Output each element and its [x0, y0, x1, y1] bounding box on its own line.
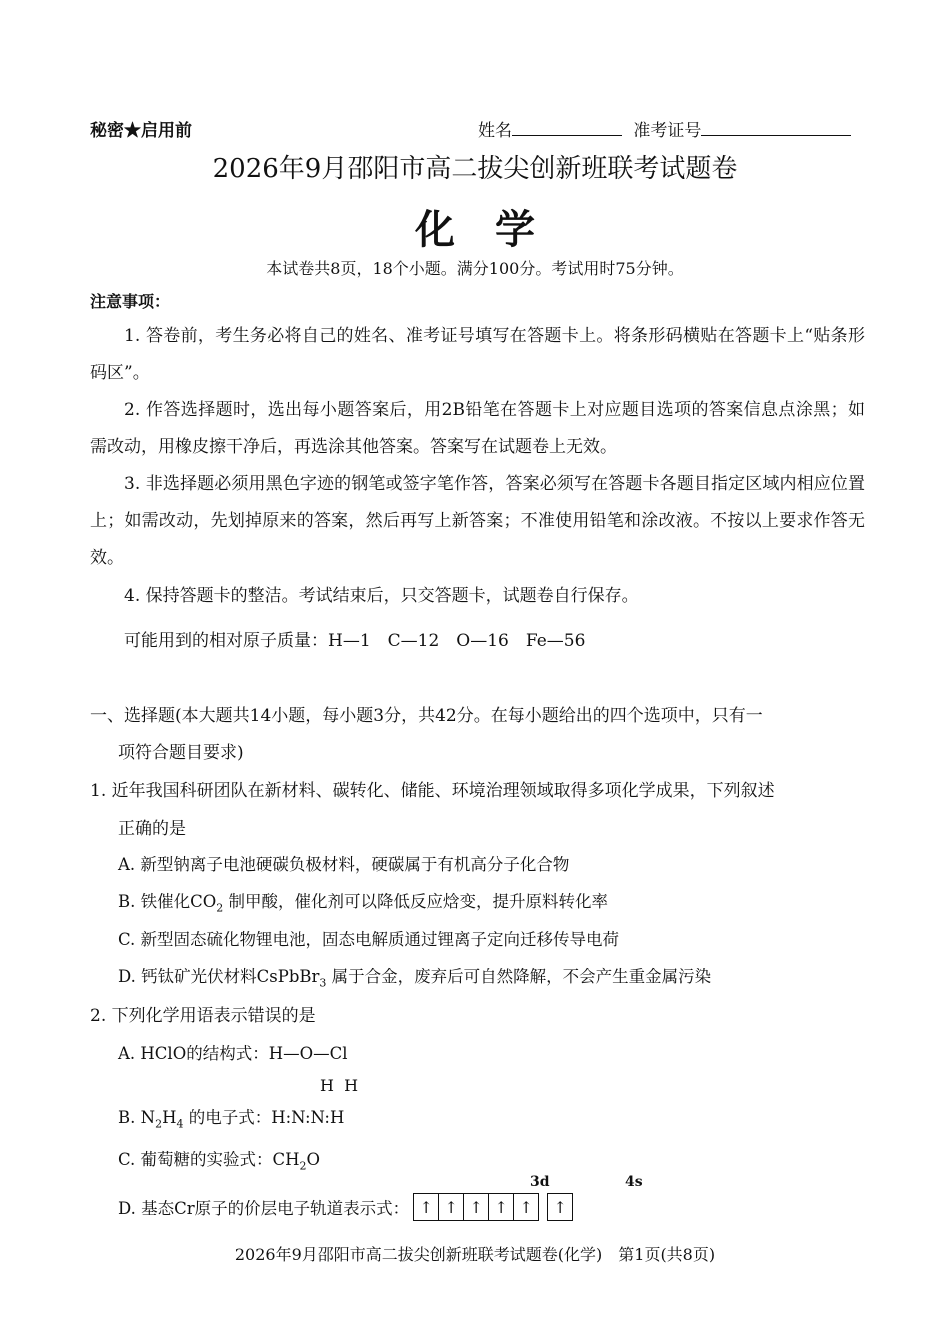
notice-item-3: 3. 非选择题必须用黑色字迹的钢笔或签字笔作答，答案必须写在答题卡各题目指定区域内相应位置上；如需改动，先划掉原来的答案，然后再写上新答案；不准使用铅笔和涂改液。不按以上要求作答无效。 — [90, 474, 865, 568]
exam-title: 2026年9月邵阳市高二拔尖创新班联考试题卷 — [212, 154, 738, 184]
section1-heading-cont: 项符合题目要求) — [118, 743, 244, 763]
orbital-diagram — [413, 1193, 573, 1221]
candidate-fields — [478, 116, 851, 141]
q1-option-c: C. 新型固态硫化物锂电池，固态电解质通过锂离子定向迁移传导电荷 — [118, 930, 620, 949]
q1-option-b: B. 铁催化$CO_2$ 制甲酸，催化剂可以降低反应焓变，提升原料转化率 — [118, 892, 609, 915]
n2h4-electron-formula: H:N:N:H — [271, 1108, 345, 1127]
subject-title: 化学 — [415, 206, 575, 253]
q1-stem-cont: 正确的是 — [118, 819, 186, 839]
id-label: 准考证号 — [633, 121, 702, 141]
id-blank — [701, 119, 851, 136]
orbital-label-4s: 4s — [625, 1174, 643, 1190]
q2-option-d: D. 基态Cr原子的价层电子轨道表示式： ↑ ↑ ↑ ↑ ↑ ↑ — [118, 1193, 573, 1221]
orbital-box-3d-1: ↑ — [413, 1193, 438, 1221]
notice-item-1: 1. 答卷前，考生务必将自己的姓名、准考证号填写在答题卡上。将条形码横贴在答题卡上“贴条形码区”。 — [90, 326, 865, 383]
notice-item-2: 2. 作答选择题时，选出每小题答案后，用2B铅笔在答题卡上对应题目选项的答案信息点涂黑；如需改动，用橡皮擦干净后，再选涂其他答案。答案写在试题卷上无效。 — [90, 400, 865, 457]
orbital-box-3d-5: ↑ — [513, 1193, 539, 1221]
orbital-box-3d-3: ↑ — [463, 1193, 488, 1221]
notice-heading: 注意事项： — [90, 292, 171, 311]
exam-intro: 本试卷共8页，18个小题。满分100分。考试用时75分钟。 — [266, 259, 684, 278]
secret-label: 秘密★启用前 — [90, 121, 192, 141]
q2-option-a: A. HClO的结构式：H—O—Cl — [118, 1044, 348, 1063]
q1-stem: 1. 近年我国科研团队在新材料、碳转化、储能、环境治理领域取得多项化学成果，下列叙述 — [90, 781, 775, 801]
page-footer: 2026年9月邵阳市高二拔尖创新班联考试题卷(化学) 第1页(共8页) — [234, 1245, 716, 1264]
q1-option-d: D. 钙钛矿光伏材料CsPbBr$_3$ 属于合金，废弃后可自然降解，不会产生重金属污染 — [118, 967, 712, 990]
name-label: 姓名 — [478, 121, 512, 141]
orbital-box-3d-2: ↑ — [438, 1193, 463, 1221]
q2-option-c: C. 葡萄糖的实验式：$CH_2O$ — [118, 1150, 321, 1173]
name-blank — [512, 119, 622, 136]
q2-b-top-h: H H — [320, 1076, 359, 1095]
notice-item-4: 4. 保持答题卡的整洁。考试结束后，只交答题卡，试题卷自行保存。 — [124, 586, 639, 606]
orbital-box-4s: ↑ — [547, 1193, 573, 1221]
section1-heading: 一、选择题(本大题共14小题，每小题3分，共42分。在每小题给出的四个选项中，只有一 — [90, 706, 763, 726]
orbital-label-3d: 3d — [530, 1174, 550, 1190]
q1-option-a: A. 新型钠离子电池硬碳负极材料，硬碳属于有机高分子化合物 — [118, 855, 570, 874]
atomic-mass: 可能用到的相对原子质量：H—1 C—12 O—16 Fe—56 — [124, 631, 586, 651]
orbital-box-3d-4: ↑ — [488, 1193, 513, 1221]
q2-option-b: B. $N_2H_4$ 的电子式：H:N:N:H — [118, 1108, 345, 1131]
q2-stem: 2. 下列化学用语表示错误的是 — [90, 1006, 316, 1026]
